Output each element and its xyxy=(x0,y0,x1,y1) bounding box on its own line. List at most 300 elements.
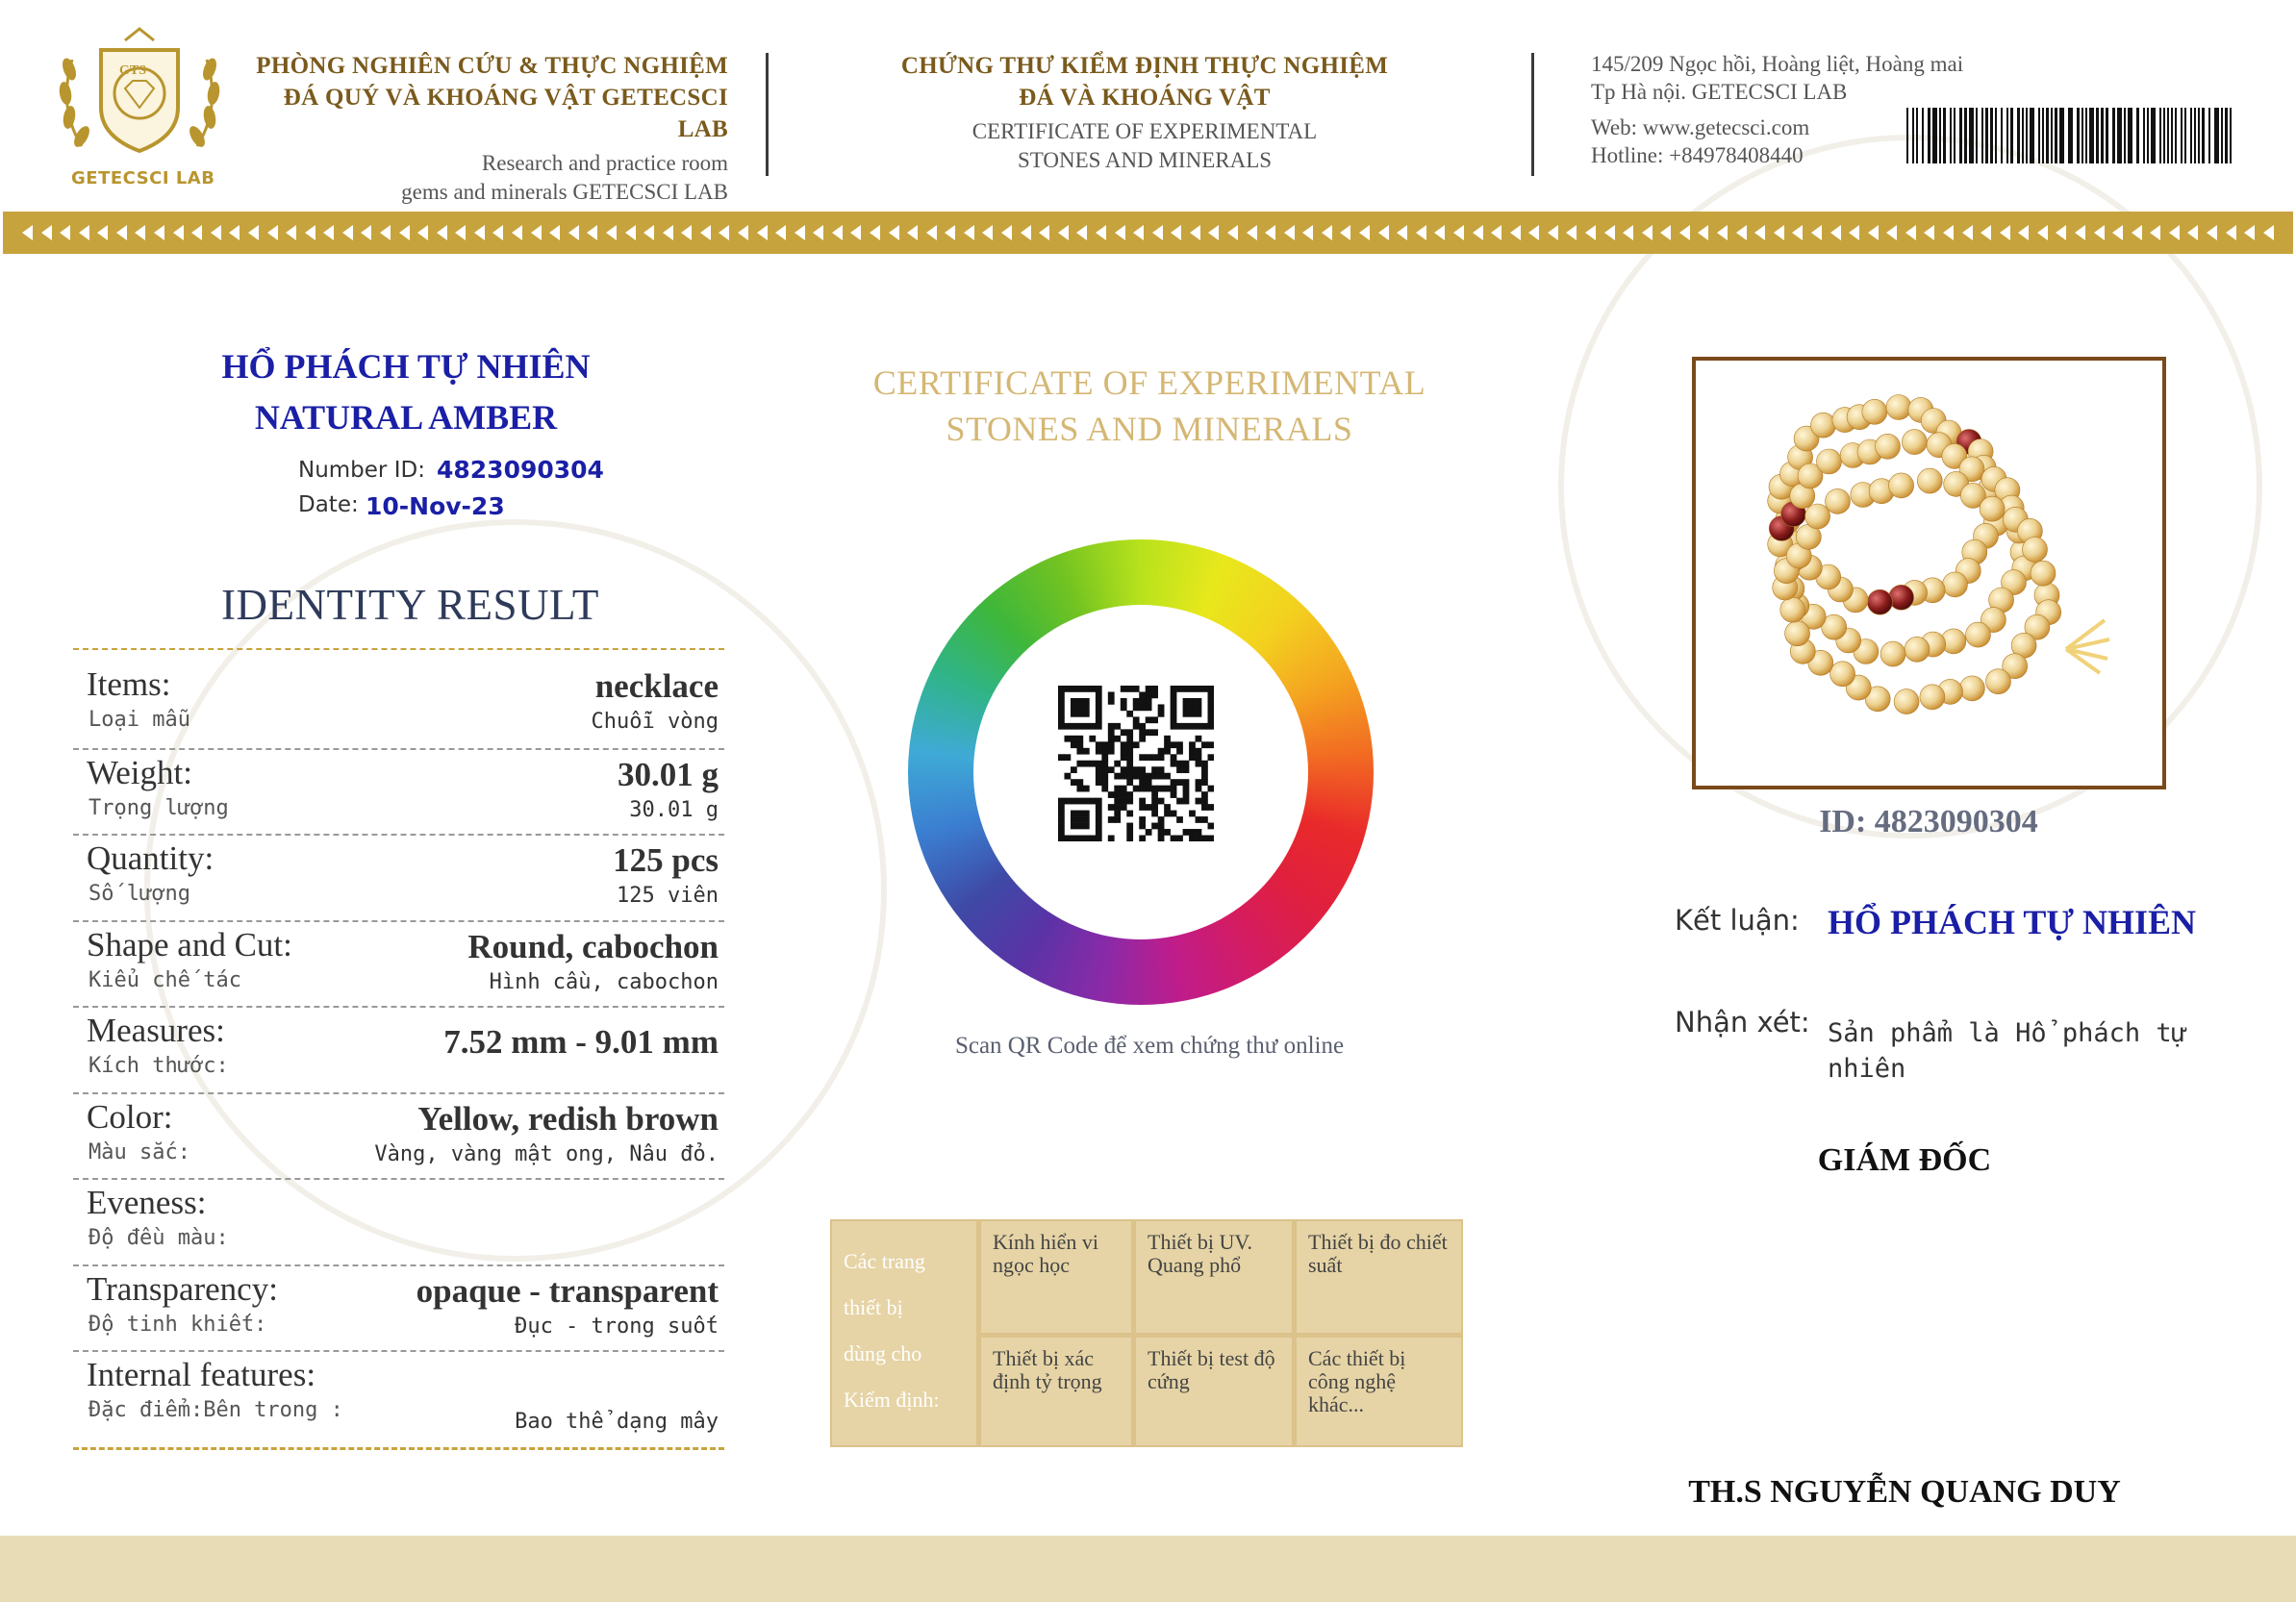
seal-text: GTS xyxy=(119,63,147,78)
qr-module xyxy=(1096,748,1102,755)
qr-module xyxy=(1196,704,1202,711)
qr-module xyxy=(1139,798,1146,805)
qr-module xyxy=(1121,804,1127,811)
qr-module xyxy=(1121,786,1127,792)
qr-module xyxy=(1083,698,1090,705)
qr-module xyxy=(1058,754,1065,761)
qr-module xyxy=(1139,698,1146,705)
identity-top-rule xyxy=(73,648,724,650)
band-arrow xyxy=(1453,225,1464,240)
identity-row xyxy=(73,1350,724,1438)
qr-module xyxy=(1171,691,1177,698)
identity-label-en: Quantity: xyxy=(87,839,214,877)
qr-module xyxy=(1146,691,1152,698)
identity-label-en: Eveness: xyxy=(87,1184,207,1221)
product-name-vi: HỔ PHÁCH TỰ NHIÊN xyxy=(221,347,591,386)
qr-module xyxy=(1196,779,1202,786)
band-arrow xyxy=(1284,225,1295,240)
barcode-bar xyxy=(1995,108,1997,163)
qr-module xyxy=(1126,754,1133,761)
band-arrow xyxy=(1058,225,1069,240)
equipment-cell-microscope: Kính hiển vi ngọc học xyxy=(981,1221,1131,1333)
qr-module xyxy=(1196,686,1202,692)
barcode-bar xyxy=(2089,108,2094,163)
qr-module xyxy=(1083,816,1090,823)
identity-label-en: Items: xyxy=(87,665,171,703)
identity-value-vi: Bao thể dạng mây xyxy=(515,1410,719,1434)
qr-module xyxy=(1071,766,1077,773)
lab-sub-line1: Research and practice room xyxy=(481,151,728,175)
identity-row xyxy=(73,920,724,1008)
band-arrow xyxy=(1265,225,1275,240)
qr-module xyxy=(1121,754,1127,761)
qr-module xyxy=(1089,736,1096,742)
barcode-bar xyxy=(1932,108,1937,163)
barcode-bar xyxy=(2124,108,2126,163)
identity-value-vi: Hình cầu, cabochon xyxy=(489,969,719,994)
qr-module xyxy=(1151,791,1158,798)
barcode-bar xyxy=(2112,108,2115,163)
amber-bead xyxy=(1986,669,2011,694)
band-arrow xyxy=(1905,225,1916,240)
qr-module xyxy=(1196,736,1202,742)
band-arrow xyxy=(2094,225,2105,240)
amber-bead xyxy=(2023,538,2048,563)
amber-bead xyxy=(1959,676,1984,701)
barcode-bar xyxy=(2106,108,2108,163)
identity-label-en: Weight: xyxy=(87,753,192,791)
qr-module xyxy=(1096,773,1102,780)
barcode-bar xyxy=(2147,108,2149,163)
qr-module xyxy=(1108,741,1115,748)
qr-module xyxy=(1164,804,1171,811)
qr-module xyxy=(1089,836,1096,841)
qr-module xyxy=(1096,798,1102,805)
qr-module xyxy=(1114,761,1121,767)
qr-module xyxy=(1076,779,1083,786)
barcode-bar xyxy=(2214,108,2219,163)
qr-module xyxy=(1121,791,1127,798)
qr-module xyxy=(1064,754,1071,761)
qr-module xyxy=(1189,836,1196,841)
qr-module xyxy=(1101,773,1108,780)
qr-module xyxy=(1096,804,1102,811)
barcode-bar xyxy=(1906,108,1908,163)
logo-text: GETECSCI LAB xyxy=(71,168,215,188)
qr-module xyxy=(1096,691,1102,698)
qr-module xyxy=(1133,704,1140,711)
qr-module xyxy=(1146,779,1152,786)
qr-module xyxy=(1133,786,1140,792)
qr-module xyxy=(1158,773,1165,780)
amber-bead xyxy=(1943,572,1968,597)
barcode-bar xyxy=(2225,108,2228,163)
amber-bead xyxy=(1889,473,1914,498)
identity-label-en: Transparency: xyxy=(87,1269,278,1308)
amber-bead xyxy=(1805,504,1830,529)
qr-module xyxy=(1139,766,1146,773)
band-arrow xyxy=(1397,225,1407,240)
identity-value: Yellow, redish brown xyxy=(417,1099,719,1138)
qr-module xyxy=(1208,823,1214,830)
band-arrow xyxy=(1152,225,1163,240)
band-arrow xyxy=(323,225,334,240)
qr-module xyxy=(1076,704,1083,711)
center-title-line2: STONES AND MINERALS xyxy=(946,410,1353,448)
band-arrow xyxy=(229,225,240,240)
qr-module xyxy=(1114,798,1121,805)
qr-module xyxy=(1196,711,1202,717)
band-arrow xyxy=(813,225,823,240)
band-arrow xyxy=(1096,225,1106,240)
qr-module xyxy=(1096,761,1102,767)
amber-bead xyxy=(1880,641,1905,666)
band-arrow xyxy=(1736,225,1747,240)
qr-module xyxy=(1158,704,1165,711)
identity-label-vi: Kích thước: xyxy=(88,1054,229,1078)
identity-label-en: Shape and Cut: xyxy=(87,925,292,964)
qr-module xyxy=(1171,686,1177,692)
qr-module xyxy=(1101,766,1108,773)
lab-title-line2: ĐÁ QUÝ VÀ KHOÁNG VẬT GETECSCI LAB xyxy=(283,85,728,142)
band-arrow xyxy=(1698,225,1708,240)
lab-sub-line2: gems and minerals GETECSCI LAB xyxy=(401,180,728,204)
qr-module xyxy=(1146,698,1152,705)
qr-module xyxy=(1101,779,1108,786)
barcode-bar xyxy=(2175,108,2177,163)
qr-module xyxy=(1096,816,1102,823)
qr-module xyxy=(1189,741,1196,748)
band-arrow xyxy=(1679,225,1690,240)
qr-module xyxy=(1108,736,1115,742)
qr-module xyxy=(1058,816,1065,823)
product-name-en: NATURAL AMBER xyxy=(254,398,558,437)
band-arrow xyxy=(1774,225,1784,240)
band-arrow xyxy=(606,225,617,240)
qr-module xyxy=(1101,754,1108,761)
band-arrow xyxy=(1849,225,1859,240)
band-arrow xyxy=(870,225,880,240)
qr-module xyxy=(1151,811,1158,817)
qr-module xyxy=(1114,723,1121,730)
qr-module xyxy=(1121,748,1127,755)
barcode-bar xyxy=(2001,108,2003,163)
qr-module xyxy=(1146,773,1152,780)
qr-module xyxy=(1076,686,1083,692)
band-arrow xyxy=(1754,225,1765,240)
qr-module xyxy=(1183,711,1190,717)
band-arrow xyxy=(1039,225,1049,240)
barcode-bar xyxy=(2167,108,2169,163)
qr-module xyxy=(1201,686,1208,692)
cert-title-line2: ĐÁ VÀ KHOÁNG VẬT xyxy=(1019,85,1271,111)
qr-module xyxy=(1196,816,1202,823)
band-arrow xyxy=(1886,225,1897,240)
band-arrow xyxy=(267,225,278,240)
qr-module xyxy=(1139,786,1146,792)
band-arrow xyxy=(964,225,974,240)
decorative-band xyxy=(3,212,2293,254)
barcode xyxy=(1906,108,2237,163)
band-arrow xyxy=(286,225,296,240)
band-arrow xyxy=(41,225,52,240)
qr-module xyxy=(1076,798,1083,805)
qr-module xyxy=(1058,804,1065,811)
band-arrow xyxy=(492,225,503,240)
qr-module xyxy=(1076,711,1083,717)
cert-sub-line2: STONES AND MINERALS xyxy=(1017,148,1273,172)
qr-module xyxy=(1133,741,1140,748)
band-arrow xyxy=(700,225,711,240)
qr-module xyxy=(1151,786,1158,792)
band-arrow xyxy=(1190,225,1200,240)
qr-module xyxy=(1183,686,1190,692)
qr-module xyxy=(1146,804,1152,811)
barcode-bar xyxy=(1969,108,1974,163)
barcode-bar xyxy=(2096,108,2099,163)
band-arrow xyxy=(1717,225,1728,240)
qr-module xyxy=(1183,779,1190,786)
band-arrow xyxy=(474,225,485,240)
qr-module xyxy=(1158,711,1165,717)
barcode-bar xyxy=(2128,108,2132,163)
band-arrow xyxy=(1981,225,1991,240)
qr-module xyxy=(1126,798,1133,805)
band-arrow xyxy=(135,225,145,240)
amber-bead xyxy=(1920,685,1945,710)
qr-module xyxy=(1196,754,1202,761)
remark-value: Sản phẩm là Hổ phách tự nhiên xyxy=(1828,1018,2187,1084)
qr-module xyxy=(1189,723,1196,730)
band-arrow xyxy=(2263,225,2274,240)
qr-module xyxy=(1096,811,1102,817)
web-link[interactable]: Web: www.getecsci.com xyxy=(1591,115,1810,139)
band-arrow xyxy=(60,225,70,240)
qr-module xyxy=(1201,791,1208,798)
band-arrow xyxy=(1322,225,1332,240)
band-arrow xyxy=(832,225,843,240)
qr-module xyxy=(1126,729,1133,736)
address-line1: 145/209 Ngọc hồi, Hoàng liệt, Hoàng mai xyxy=(1591,52,1964,76)
barcode-bar xyxy=(2059,108,2064,163)
qr-module xyxy=(1096,741,1102,748)
qr-module xyxy=(1171,761,1177,767)
qr-module xyxy=(1208,698,1214,705)
qr-module xyxy=(1151,729,1158,736)
qr-module xyxy=(1208,804,1214,811)
identity-row xyxy=(73,1264,724,1352)
amber-bead xyxy=(1811,413,1836,438)
band-arrow xyxy=(643,225,654,240)
identity-bottom-rule xyxy=(73,1447,724,1450)
qr-module xyxy=(1133,723,1140,730)
equipment-cell-uv: Thiết bị UV. Quang phổ xyxy=(1136,1221,1292,1333)
qr-module xyxy=(1171,754,1177,761)
qr-module xyxy=(1164,811,1171,817)
amber-bead xyxy=(1902,430,1927,455)
barcode-bar xyxy=(1950,108,1952,163)
band-arrow xyxy=(2018,225,2029,240)
amber-bead xyxy=(1894,689,1919,714)
qr-module xyxy=(1096,704,1102,711)
qr-module xyxy=(1076,816,1083,823)
equipment-cell-hardness: Thiết bị test độ cứng xyxy=(1136,1338,1292,1445)
qr-module xyxy=(1083,723,1090,730)
identity-label-vi: Trọng lượng xyxy=(88,795,229,820)
qr-module xyxy=(1064,723,1071,730)
barcode-bar xyxy=(1939,108,1941,163)
qr-module xyxy=(1071,698,1077,705)
qr-module xyxy=(1083,786,1090,792)
qr-module xyxy=(1183,829,1190,836)
qr-module xyxy=(1158,786,1165,792)
lab-name-block xyxy=(231,50,728,207)
amber-bead xyxy=(1867,589,1892,614)
conclusion-label: Kết luận: xyxy=(1675,904,1800,937)
qr-module xyxy=(1151,804,1158,811)
band-arrow xyxy=(2244,225,2255,240)
identity-row xyxy=(73,1178,724,1265)
band-arrow xyxy=(116,225,127,240)
qr-module xyxy=(1171,723,1177,730)
qr-module xyxy=(1058,811,1065,817)
barcode-bar xyxy=(2190,108,2192,163)
qr-code[interactable] xyxy=(1058,686,1214,841)
barcode-bar xyxy=(1922,108,1924,163)
qr-module xyxy=(1108,729,1115,736)
qr-module xyxy=(1139,736,1146,742)
amber-bead xyxy=(1889,585,1914,610)
band-arrow xyxy=(2112,225,2123,240)
band-arrow xyxy=(361,225,371,240)
band-arrow xyxy=(1510,225,1521,240)
qr-module xyxy=(1071,811,1077,817)
qr-module xyxy=(1201,836,1208,841)
identity-value-vi: 125 viên xyxy=(617,884,719,908)
qr-module xyxy=(1126,766,1133,773)
band-arrow xyxy=(1473,225,1483,240)
sample-photo-frame xyxy=(1692,357,2166,789)
qr-module xyxy=(1183,786,1190,792)
barcode-bar xyxy=(2010,108,2013,163)
identity-label-vi: Kiểu chế tác xyxy=(88,967,241,992)
qr-module xyxy=(1164,741,1171,748)
qr-module xyxy=(1208,741,1214,748)
band-arrow xyxy=(2056,225,2066,240)
barcode-bar xyxy=(2143,108,2145,163)
band-arrow xyxy=(775,225,786,240)
equipment-cell-density: Thiết bị xác định tỷ trọng xyxy=(981,1338,1131,1445)
qr-module xyxy=(1101,748,1108,755)
amber-bead xyxy=(1980,496,2005,521)
qr-module xyxy=(1108,804,1115,811)
barcode-bar xyxy=(2077,108,2080,163)
equipment-cell-other: Các thiết bị công nghệ khác... xyxy=(1297,1338,1461,1445)
barcode-bar xyxy=(1954,108,1955,163)
qr-module xyxy=(1139,754,1146,761)
qr-module xyxy=(1126,741,1133,748)
barcode-bar xyxy=(1943,108,1946,163)
band-arrow xyxy=(173,225,184,240)
barcode-bar xyxy=(2055,108,2057,163)
qr-module xyxy=(1114,786,1121,792)
qr-module xyxy=(1058,686,1065,692)
band-arrow xyxy=(757,225,768,240)
qr-module xyxy=(1083,748,1090,755)
qr-module xyxy=(1196,786,1202,792)
band-arrow xyxy=(305,225,315,240)
qr-module xyxy=(1171,836,1177,841)
band-arrow xyxy=(2207,225,2217,240)
qr-module xyxy=(1108,723,1115,730)
qr-module xyxy=(1071,736,1077,742)
band-arrow xyxy=(79,225,89,240)
barcode-bar xyxy=(2038,108,2040,163)
band-arrow xyxy=(926,225,937,240)
director-title: GIÁM ĐỐC xyxy=(1817,1142,1992,1178)
barcode-bar xyxy=(2017,108,2020,163)
cert-title-line1: CHỨNG THƯ KIỂM ĐỊNH THỰC NGHIỆM xyxy=(900,53,1389,79)
identity-value: 30.01 g xyxy=(618,755,719,793)
qr-module xyxy=(1208,686,1214,692)
band-arrow xyxy=(1604,225,1615,240)
identity-value-vi: 30.01 g xyxy=(629,797,719,822)
barcode-bar xyxy=(1916,108,1918,163)
qr-module xyxy=(1096,711,1102,717)
qr-module xyxy=(1151,686,1158,692)
qr-module xyxy=(1126,686,1133,692)
qr-module xyxy=(1176,761,1183,767)
qr-module xyxy=(1176,723,1183,730)
qr-module xyxy=(1201,816,1208,823)
equipment-label-cell xyxy=(832,1221,976,1445)
qr-module xyxy=(1176,748,1183,755)
identity-row xyxy=(73,748,724,836)
identity-row xyxy=(73,1006,724,1093)
qr-module xyxy=(1064,836,1071,841)
band-arrow xyxy=(1566,225,1577,240)
qr-module xyxy=(1096,766,1102,773)
band-arrow xyxy=(2075,225,2085,240)
qr-module xyxy=(1158,836,1165,841)
qr-module xyxy=(1189,748,1196,755)
qr-module xyxy=(1108,836,1115,841)
qr-module xyxy=(1096,723,1102,730)
barcode-bar xyxy=(2046,108,2049,163)
barcode-bar xyxy=(2030,108,2034,163)
qr-module xyxy=(1083,704,1090,711)
barcode-bar xyxy=(2082,108,2083,163)
cert-name-block xyxy=(827,50,1462,175)
band-arrow xyxy=(1962,225,1973,240)
header-divider-1 xyxy=(766,53,769,176)
qr-module xyxy=(1164,786,1171,792)
qr-module xyxy=(1151,691,1158,698)
qr-module xyxy=(1208,836,1214,841)
qr-module xyxy=(1089,798,1096,805)
band-arrow xyxy=(1359,225,1370,240)
qr-module xyxy=(1083,836,1090,841)
qr-module xyxy=(1133,716,1140,723)
qr-module xyxy=(1101,741,1108,748)
band-arrow xyxy=(1830,225,1841,240)
barcode-bar xyxy=(1964,108,1967,163)
band-arrow xyxy=(1416,225,1426,240)
qr-module xyxy=(1201,761,1208,767)
qr-module xyxy=(1121,686,1127,692)
qr-module xyxy=(1058,711,1065,717)
qr-module xyxy=(1071,836,1077,841)
